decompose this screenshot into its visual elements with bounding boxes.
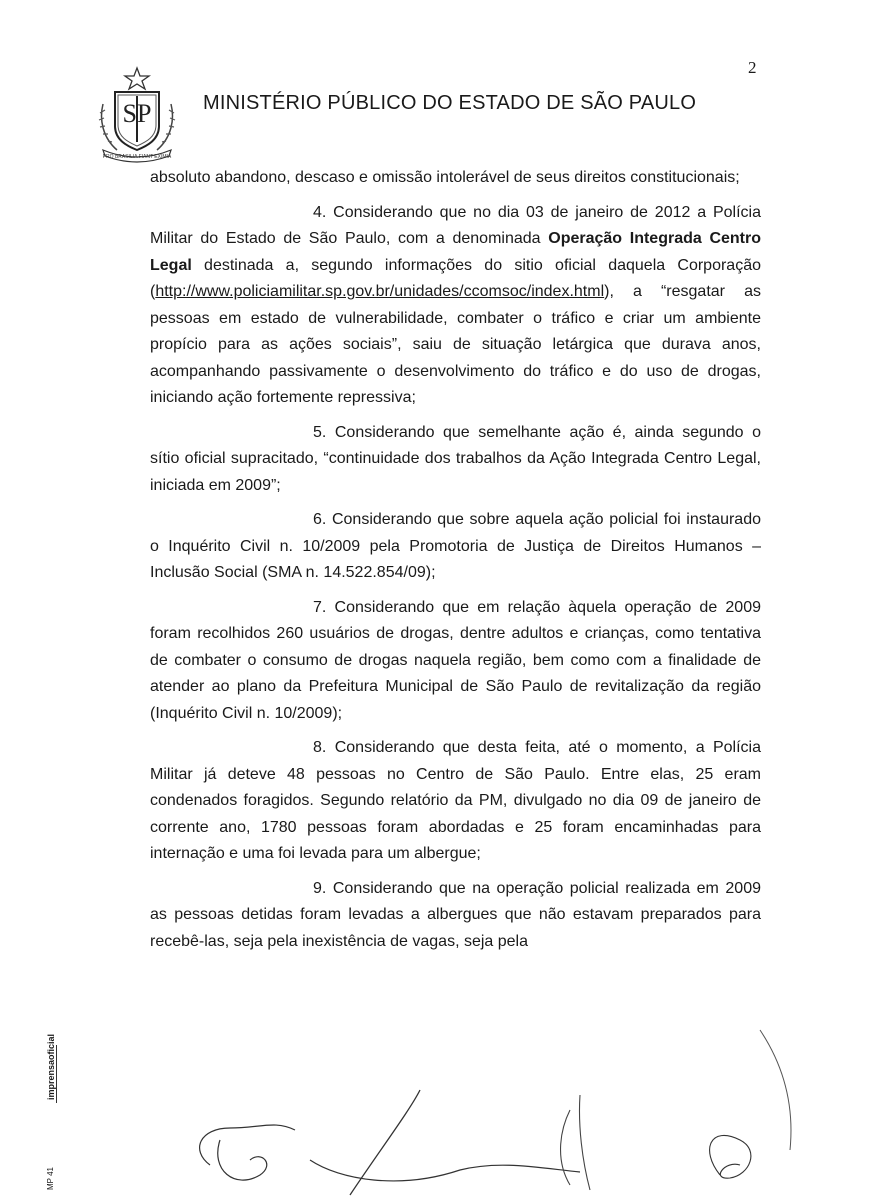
paragraph-5: 5. Considerando que semelhante ação é, ainda segundo o sítio oficial supracitado, “continuidade dos trabalhos da Ação Integrada Centro Legal, iniciada em 2009”; <box>150 423 761 494</box>
page-title: MINISTÉRIO PÚBLICO DO ESTADO DE SÃO PAULO <box>203 92 697 114</box>
paragraph-6: 6. Considerando que sobre aquela ação policial foi instaurado o Inquérito Civil n. 10/2009 pela Promotoria de Justiça de Direitos Humanos – Inclusão Social (SMA n. 14.522.854/09); <box>150 511 761 581</box>
paragraph-4 <box>150 200 761 412</box>
svg-text:PRO BRASILIA FIANT EXIMIA: PRO BRASILIA FIANT EXIMIA <box>102 154 172 160</box>
continuation-paragraph: absoluto abandono, descaso e omissão intolerável de seus direitos constitucionais; <box>150 169 740 186</box>
operation-name: Operação Integrada Centro Legal <box>150 230 761 274</box>
page-number: 2 <box>748 58 757 77</box>
margin-rule <box>56 1045 57 1103</box>
paragraph-8: 8. Considerando que desta feita, até o momento, a Polícia Militar já deteve 48 pessoas no Centro de São Paulo. Entre elas, 25 eram condenados foragidos. Segundo relatório da PM, divulgado no dia 09 de janeiro de corrente ano, 1780 pessoas foram abordadas e 25 foram encaminhadas para internação e uma foi levada para um albergue; <box>150 739 761 862</box>
document-body <box>150 165 761 955</box>
paragraph-7: 7. Considerando que em relação àquela operação de 2009 foram recolhidos 260 usuários de drogas, dentre adultos e crianças, como tentativa de combater o consumo de drogas naquela região, bem como com a finalidade de atender ao plano da Prefeitura Municipal de São Paulo de revitalização da região (Inquérito Civil n. 10/2009); <box>150 598 761 722</box>
form-code: MP 41 <box>46 1167 55 1190</box>
official-site-link[interactable]: http://www.policiamilitar.sp.gov.br/unidades/ccomsoc/index.html <box>155 283 605 300</box>
handwritten-signatures <box>180 1000 873 1200</box>
paragraph-9: 9. Considerando que na operação policial realizada em 2009 as pessoas detidas foram levadas a albergues que não estavam preparados para recebê-las, seja pela inexistência de vagas, seja pela <box>150 879 761 950</box>
paragraph-4-text-a: 4. Considerando que no dia 03 de janeiro de 2012 a Polícia Militar do Estado de São Paulo, com a denominada <box>150 203 761 247</box>
sao-paulo-seal-icon <box>93 64 181 164</box>
imprint-label: imprensaoficial <box>46 1033 56 1100</box>
svg-text:SP: SP <box>122 99 152 128</box>
paragraph-4-text-b: destinada a, segundo informações do sitio oficial daquela Corporação ( <box>150 256 761 300</box>
paragraph-4-text-c: ), a “resgatar as pessoas em estado de vulnerabilidade, combater o tráfico e criar um ambiente propício para as ações sociais”, saiu de situação letárgica que durava anos, acompanhando passivamente o desenvolvimento do tráfico e do uso de drogas, iniciando ação fortemente repressiva; <box>150 283 761 406</box>
